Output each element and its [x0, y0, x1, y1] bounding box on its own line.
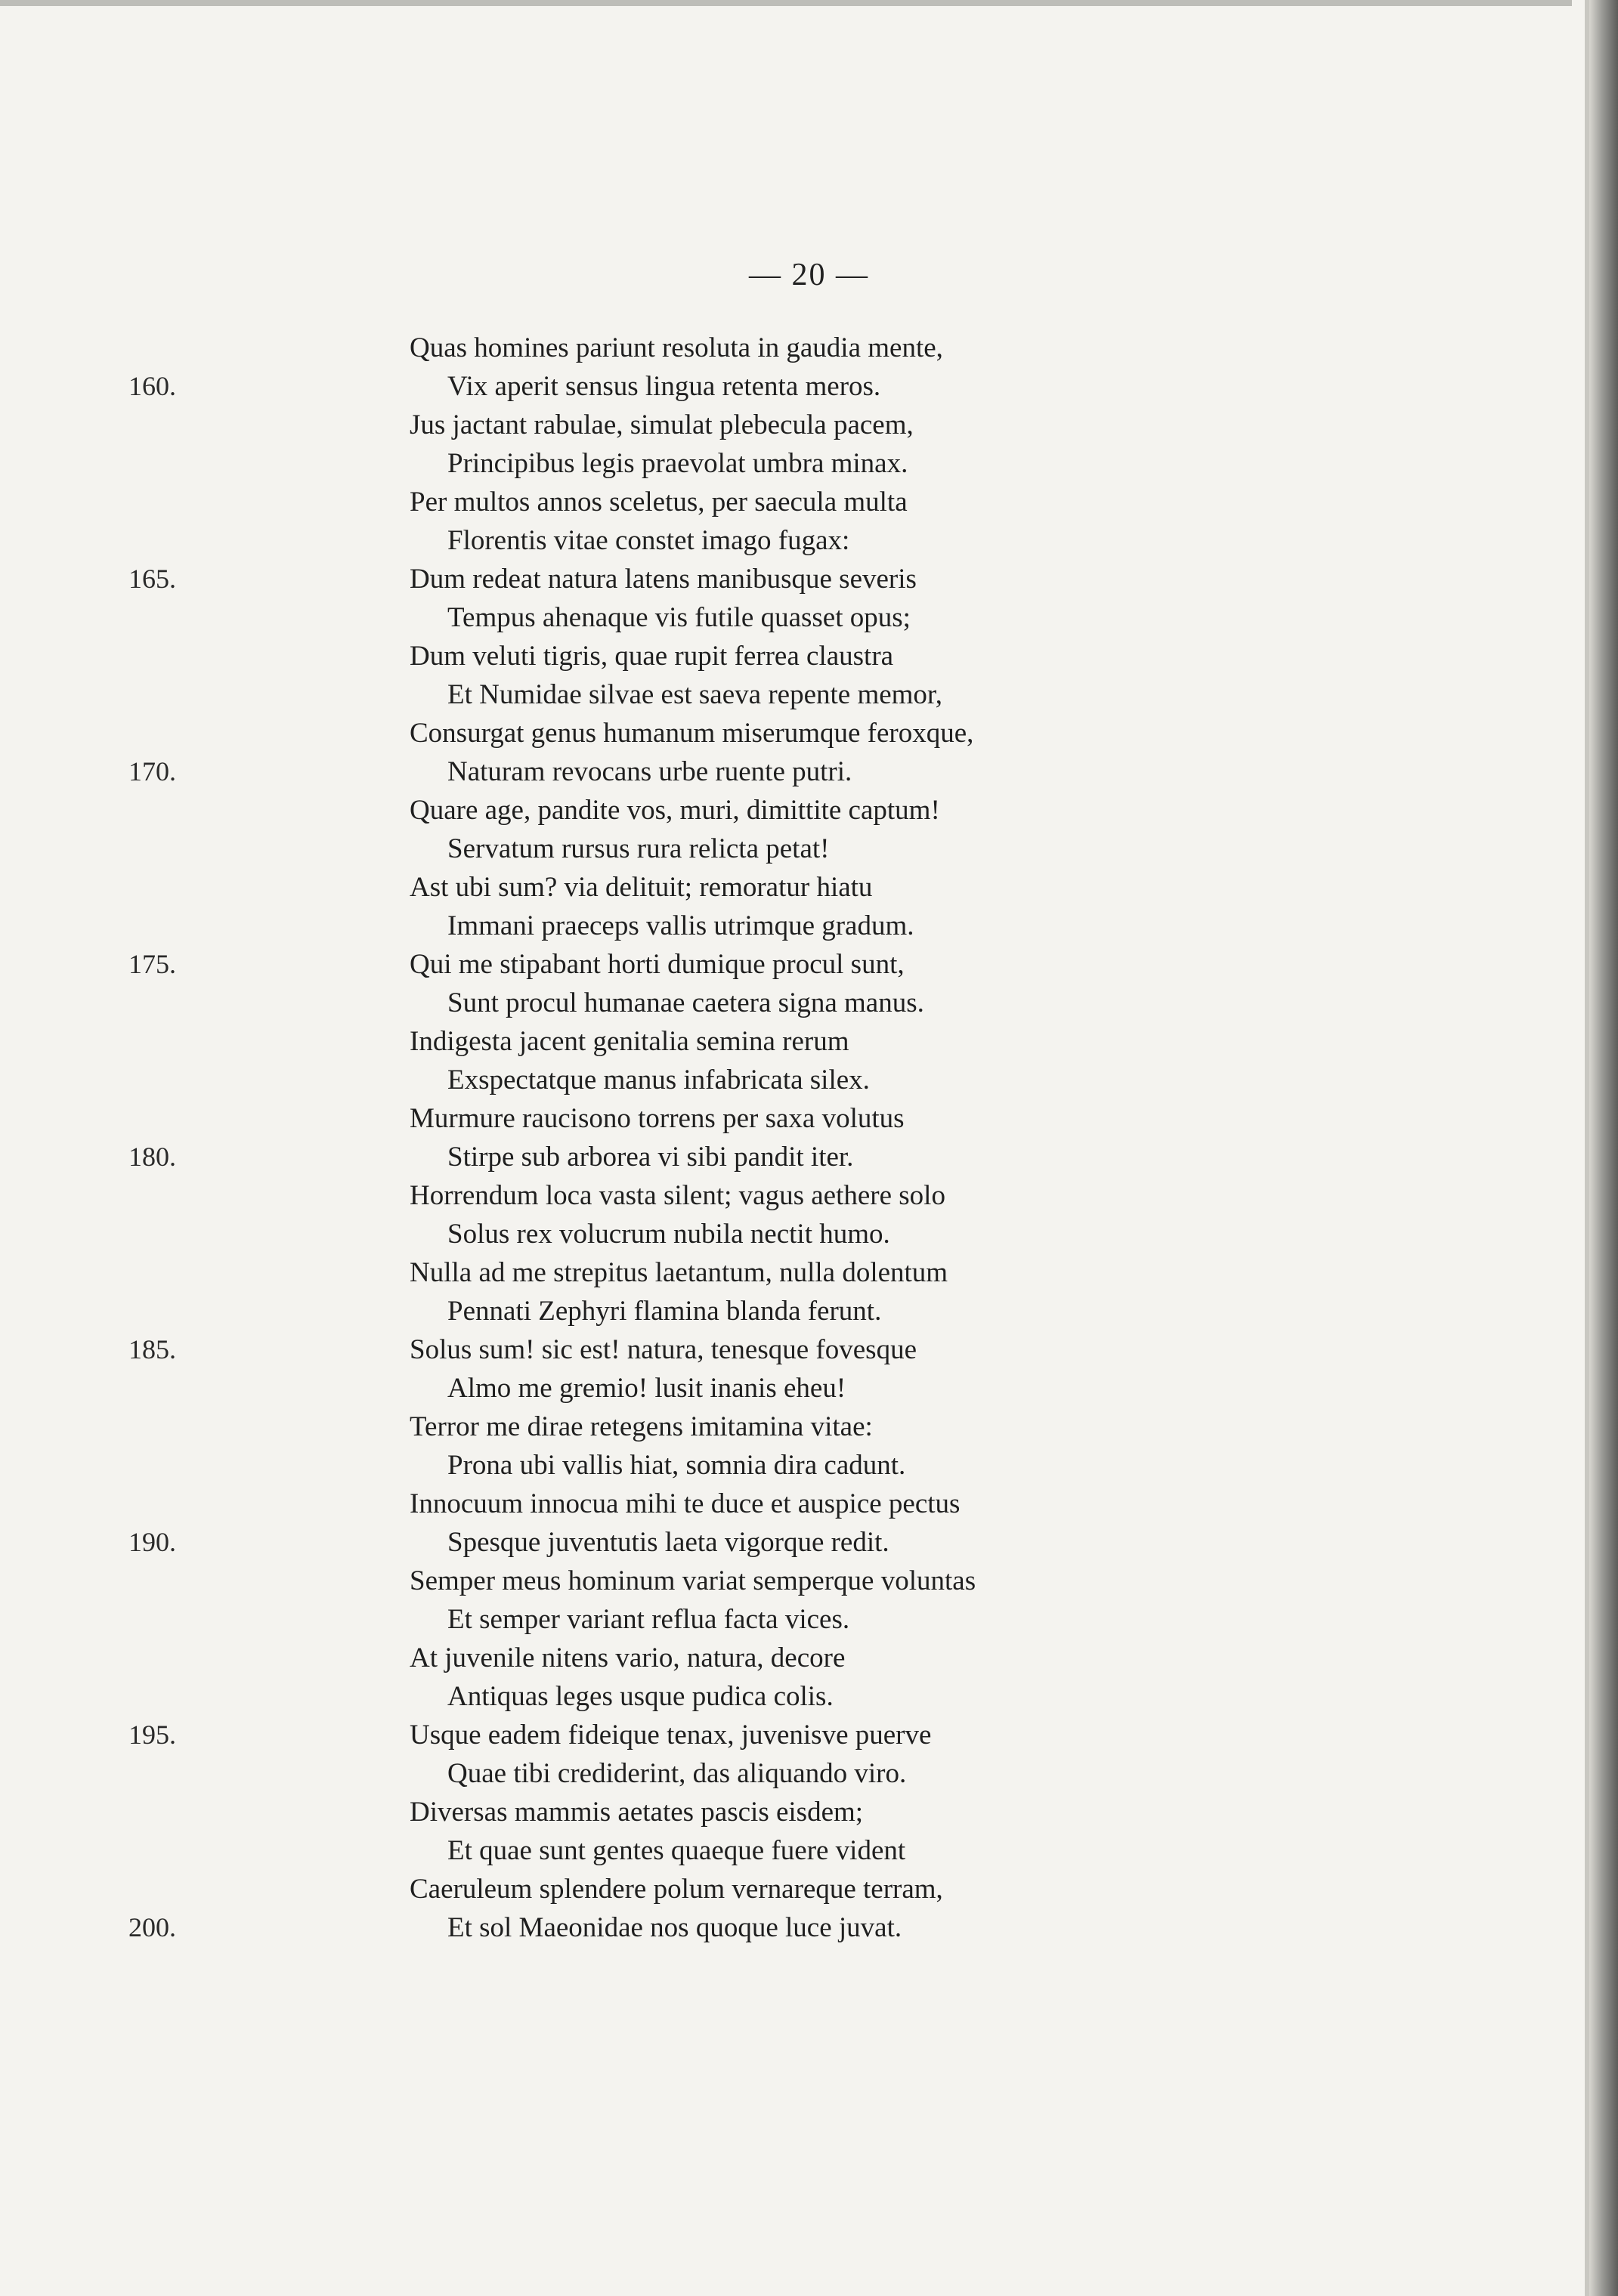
verse-line: [0, 1831, 1618, 1870]
verse-text: Sunt procul humanae caetera signa manus.: [447, 987, 924, 1018]
verse-text: Prona ubi vallis hiat, somnia dira cadunt.: [447, 1450, 906, 1481]
verse-line: [0, 406, 1618, 444]
verse-line: [0, 1639, 1618, 1677]
verse-line: [0, 367, 1618, 406]
verse-text: Almo me gremio! lusit inanis eheu!: [447, 1373, 846, 1404]
verse-line: [0, 483, 1618, 521]
verse-text: Innocuum innocua mihi te duce et auspice pectus: [410, 1488, 961, 1519]
verse-text: Principibus legis praevolat umbra minax.: [447, 448, 908, 479]
verse-line-number: 165.: [128, 564, 176, 594]
verse-line: [0, 1369, 1618, 1408]
verse-line: [0, 675, 1618, 714]
verse-line: [0, 1022, 1618, 1061]
verse-text: Quas homines pariunt resoluta in gaudia mente,: [410, 332, 943, 363]
verse-text: Et sol Maeonidae nos quoque luce juvat.: [447, 1912, 902, 1943]
verse-line: [0, 945, 1618, 984]
verse-line: [0, 1292, 1618, 1330]
verse-line-number: 185.: [128, 1334, 176, 1364]
verse-text: Qui me stipabant horti dumique procul sunt,: [410, 949, 905, 980]
verse-line: [0, 521, 1618, 560]
verse-text: Usque eadem fideique tenax, juvenisve puerve: [410, 1720, 932, 1751]
verse-line: [0, 1253, 1618, 1292]
verse-line: [0, 1485, 1618, 1523]
verse-text: Pennati Zephyri flamina blanda ferunt.: [447, 1296, 882, 1327]
verse-line-number: 180.: [128, 1142, 176, 1172]
verse-line: [0, 1523, 1618, 1562]
verse-text: Naturam revocans urbe ruente putri.: [447, 756, 852, 787]
verse-text: Quae tibi crediderint, das aliquando viro.: [447, 1758, 907, 1789]
verse-text: Antiquas leges usque pudica colis.: [447, 1681, 834, 1712]
verse-text: Caeruleum splendere polum vernareque terram,: [410, 1874, 943, 1905]
verse-line-number: 175.: [128, 949, 176, 979]
verse-text: Ast ubi sum? via delituit; remoratur hiatu: [410, 872, 873, 903]
verse-line: [0, 1061, 1618, 1099]
verse-text: Stirpe sub arborea vi sibi pandit iter.: [447, 1142, 854, 1173]
verse-line: [0, 329, 1618, 367]
verse-text: Tempus ahenaque vis futile quasset opus;: [447, 602, 911, 633]
verse-line: [0, 1330, 1618, 1369]
verse-line-number: 190.: [128, 1527, 176, 1557]
verse-text: Semper meus hominum variat semperque voluntas: [410, 1565, 976, 1596]
verse-text: Indigesta jacent genitalia semina rerum: [410, 1026, 849, 1057]
verse-line: [0, 1176, 1618, 1215]
verse-line: [0, 1754, 1618, 1793]
verse-line: [0, 1677, 1618, 1716]
verse-text: Et semper variant reflua facta vices.: [447, 1604, 850, 1635]
verse-text: Solus sum! sic est! natura, tenesque fovesque: [410, 1334, 917, 1365]
verse-text: Florentis vitae constet imago fugax:: [447, 525, 850, 556]
verse-text: Consurgat genus humanum miserumque feroxque,: [410, 718, 974, 749]
verse-text: Murmure raucisono torrens per saxa volutus: [410, 1103, 905, 1134]
verse-line-number: 160.: [128, 371, 176, 401]
verse-text: Jus jactant rabulae, simulat plebecula pacem,: [410, 409, 914, 440]
verse-line: [0, 830, 1618, 868]
verse-line: [0, 1793, 1618, 1831]
verse-line: [0, 752, 1618, 791]
verse-text: Exspectatque manus infabricata silex.: [447, 1065, 870, 1095]
verse-line: [0, 1716, 1618, 1754]
verse-text: Terror me dirae retegens imitamina vitae:: [410, 1411, 873, 1442]
verse-line: [0, 1408, 1618, 1446]
top-edge-shadow: [0, 0, 1572, 6]
verse-line: [0, 560, 1618, 598]
verse-line: [0, 1870, 1618, 1908]
verse-text: Immani praeceps vallis utrimque gradum.: [447, 910, 914, 941]
verse-line: [0, 984, 1618, 1022]
verse-line: [0, 1215, 1618, 1253]
verse-line: [0, 1138, 1618, 1176]
verse-text: Dum veluti tigris, quae rupit ferrea claustra: [410, 641, 894, 672]
verse-line: [0, 444, 1618, 483]
verse-line: [0, 1446, 1618, 1485]
verse-text: Horrendum loca vasta silent; vagus aethere solo: [410, 1180, 945, 1211]
verse-line: [0, 1600, 1618, 1639]
verse-text: Et Numidae silvae est saeva repente memor,: [447, 679, 943, 710]
verse-line: [0, 868, 1618, 907]
verse-text: Diversas mammis aetates pascis eisdem;: [410, 1797, 864, 1828]
verse-line: [0, 907, 1618, 945]
verse-text: Servatum rursus rura relicta petat!: [447, 833, 830, 864]
verse-line-number: 195.: [128, 1720, 176, 1750]
verse-line: [0, 1562, 1618, 1600]
verse-text: Et quae sunt gentes quaeque fuere vident: [447, 1835, 906, 1866]
verse-line: [0, 791, 1618, 830]
verse-text: Per multos annos sceletus, per saecula multa: [410, 487, 908, 518]
verse-text: Dum redeat natura latens manibusque severis: [410, 564, 917, 595]
verse-line-number: 170.: [128, 756, 176, 786]
verse-line: [0, 1099, 1618, 1138]
verse-text: At juvenile nitens vario, natura, decore: [410, 1642, 846, 1673]
verse-text: Vix aperit sensus lingua retenta meros.: [447, 371, 881, 402]
page-number: — 20 —: [749, 258, 869, 292]
verse-text: Quare age, pandite vos, muri, dimittite captum!: [410, 795, 940, 826]
poem-verses: [0, 329, 1618, 1947]
verse-line: [0, 1908, 1618, 1947]
verse-line-number: 200.: [128, 1912, 176, 1942]
verse-text: Spesque juventutis laeta vigorque redit.: [447, 1527, 889, 1558]
verse-line: [0, 637, 1618, 675]
verse-text: Solus rex volucrum nubila nectit humo.: [447, 1219, 890, 1250]
verse-line: [0, 714, 1618, 752]
verse-text: Nulla ad me strepitus laetantum, nulla dolentum: [410, 1257, 948, 1288]
verse-line: [0, 598, 1618, 637]
